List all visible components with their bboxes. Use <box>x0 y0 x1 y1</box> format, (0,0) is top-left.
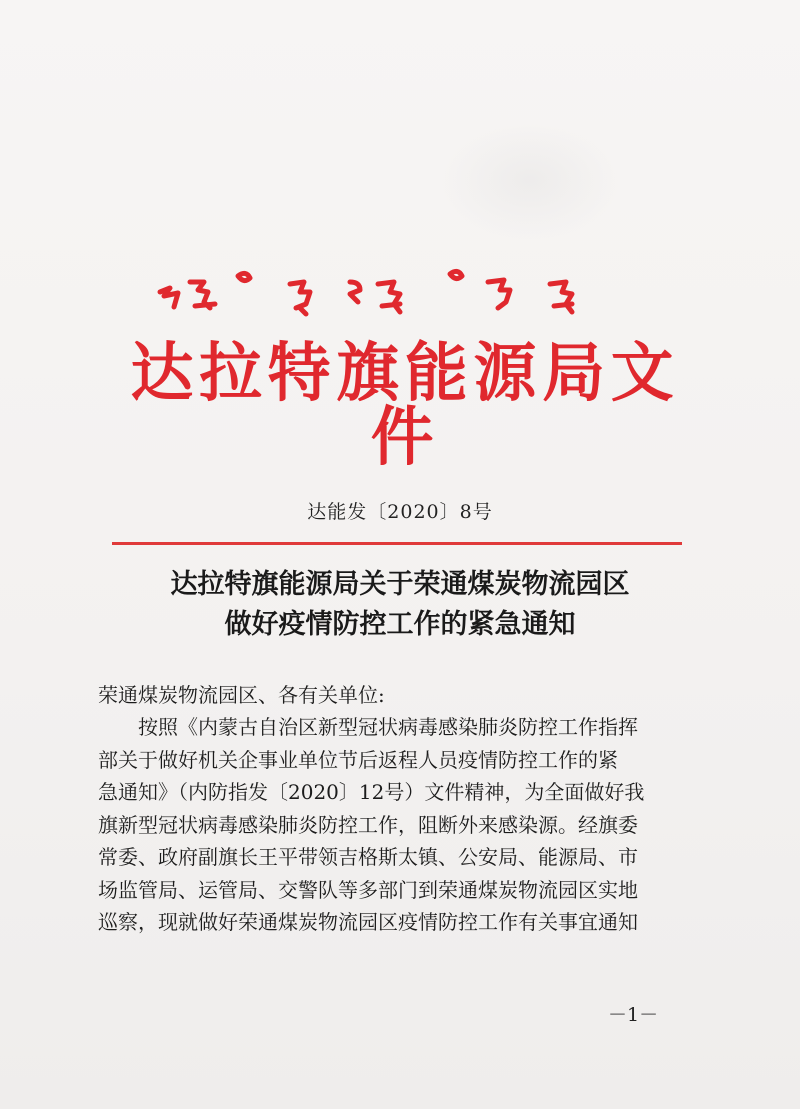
document-number: 达能发〔2020〕8号 <box>307 501 493 523</box>
body-line-4: 旗新型冠状病毒感染肺炎防控工作，阻断外来感染源。经旗委 <box>98 812 638 837</box>
red-separator-rule <box>112 542 682 545</box>
document-title-line-2: 做好疫情防控工作的紧急通知 <box>224 609 576 640</box>
body-line-6: 场监管局、运管局、交警队等多部门到荣通煤炭物流园区实地 <box>98 877 638 902</box>
document-title <box>0 565 800 645</box>
body-line-1: 按照《内蒙古自治区新型冠状病毒感染肺炎防控工作指挥 <box>98 715 638 739</box>
body-paragraph <box>98 711 658 939</box>
document-title-line-1: 达拉特旗能源局关于荣通煤炭物流园区 <box>170 569 630 600</box>
body-line-7: 巡察，现就做好荣通煤炭物流园区疫情防控工作有关事宜通知 <box>98 910 638 934</box>
addressee: 荣通煤炭物流园区、各有关单位: <box>98 683 385 707</box>
mongolian-script-graphic <box>150 262 650 322</box>
mongolian-script-header <box>150 262 650 322</box>
bleed-through-shadow <box>440 120 620 240</box>
body-line-2: 部关于做好机关企事业单位节后返程人员疫情防控工作的紧 <box>98 747 618 772</box>
page-number: －1－ <box>608 1004 659 1026</box>
body-line-5: 常委、政府副旗长王平带领吉格斯太镇、公安局、能源局、市 <box>98 845 638 869</box>
body-line-3: 急通知》（内防指发〔2020〕12号）文件精神，为全面做好我 <box>98 780 645 804</box>
issuing-organization-title: 达拉特旗能源局文件 <box>130 336 680 475</box>
